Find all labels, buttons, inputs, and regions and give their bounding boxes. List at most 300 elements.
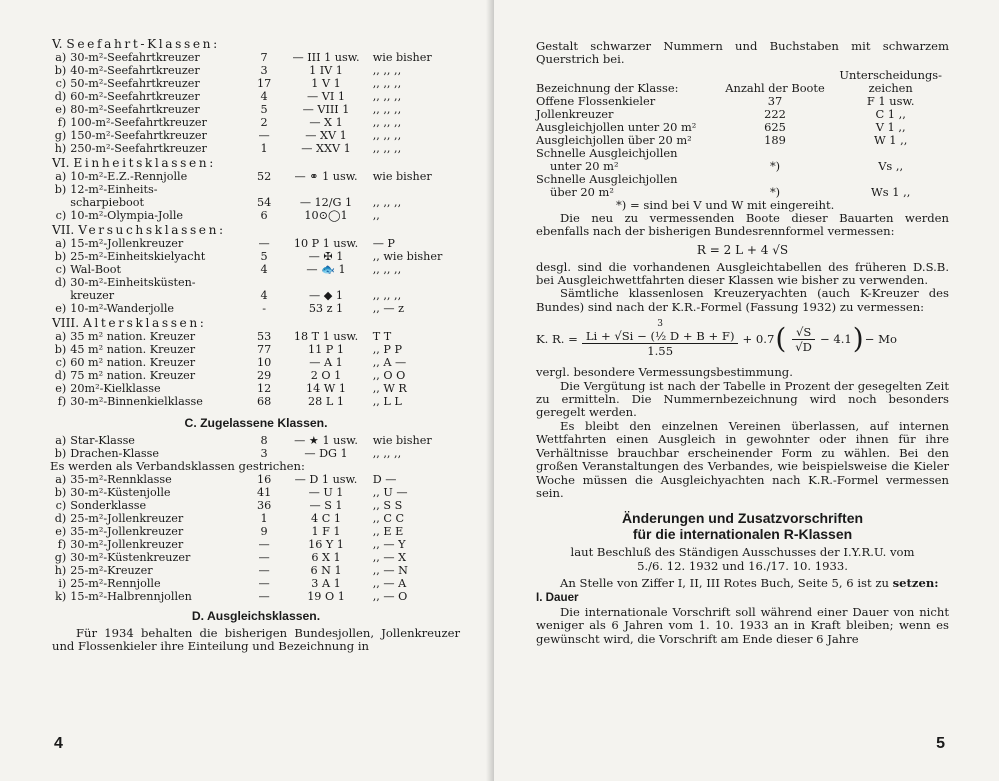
boat-count: 1 [260, 512, 268, 525]
class-row [52, 289, 460, 302]
class-row [52, 395, 460, 408]
boat-count: — [258, 237, 270, 250]
class-row [52, 356, 460, 369]
class-mark: — ⚭ 1 usw. [294, 170, 358, 183]
class-name: 30-m²-Jollenkreuzer [70, 538, 184, 551]
class-name: kreuzer [70, 289, 115, 302]
class-mark: — ◆ 1 [308, 289, 344, 302]
row-letter [52, 196, 70, 209]
section-heading: VII. Versuchsklassen: [52, 223, 226, 237]
class-row [52, 486, 460, 499]
kr-inner-minus: − 4.1 [819, 332, 852, 347]
class-extra: T T [372, 330, 392, 343]
class-mark: 2 O 1 [310, 369, 342, 382]
class-extra: ,, O O [372, 369, 406, 382]
boat-count: 6 [260, 209, 268, 222]
boat-count: 41 [256, 486, 272, 499]
boat-count: 17 [256, 77, 272, 90]
ausgleich-zeichen: Ws 1 ,, [871, 184, 911, 199]
boat-count: 1 [260, 142, 268, 155]
boat-count: 4 [260, 263, 268, 276]
boat-count: 68 [256, 395, 272, 408]
class-mark: — X 1 [309, 116, 343, 129]
ausgleich-row [536, 160, 944, 173]
class-name: 60-m²-Seefahrtkreuzer [70, 90, 200, 103]
para-setzen: setzen: [892, 576, 939, 591]
row-letter: a) [55, 51, 67, 64]
row-letter: c) [55, 356, 67, 369]
class-name: 15-m²-Jollenkreuzer [70, 237, 184, 250]
row-letter: a) [55, 473, 67, 486]
class-row [52, 538, 460, 551]
row-letter: h) [54, 564, 67, 577]
class-mark: — 🐟 1 [306, 263, 346, 276]
class-row [52, 196, 460, 209]
class-extra: ,, P P [372, 343, 402, 356]
ausgleich-table [536, 69, 944, 199]
boat-count: 5 [260, 103, 268, 116]
class-mark: 6 X 1 [311, 551, 341, 564]
ausgleich-klasse: Offene Flossenkieler [536, 93, 656, 108]
boat-count [249, 276, 279, 289]
ausgleich-zeichen: Vs ,, [878, 158, 904, 173]
class-name: 150-m²-Seefahrtkreuzer [70, 129, 207, 142]
para-verguetung: Die Vergütung ist nach der Tabelle in Prozent der gesegelten Zeit zu ermitteln. Die Nummernbezeichnung wird noch besonders geregelt werden. [536, 378, 949, 420]
class-row [52, 330, 460, 343]
intro-text: Gestalt schwarzer Nummern und Buchstaben mit schwarzem Querstrich bei. [536, 39, 949, 67]
boat-count: 12 [256, 382, 272, 395]
class-extra: ,, ,, ,, [372, 116, 402, 129]
class-name: 35-m²-Jollenkreuzer [70, 525, 184, 538]
boat-count: 4 [260, 289, 268, 302]
row-letter: d) [54, 512, 67, 525]
class-name: 25-m²-Einheitskielyacht [70, 250, 206, 263]
class-extra: ,, ,, ,, [372, 90, 402, 103]
ausgleich-zeichen: W 1 ,, [873, 132, 908, 147]
section-c-heading: C. Zugelassene Klassen. [184, 416, 328, 430]
heading-aenderungen: Änderungen und Zusatzvorschriften [621, 510, 864, 527]
row-letter: k) [55, 590, 67, 603]
class-extra: ,, wie bisher [372, 250, 443, 263]
class-row [52, 170, 460, 183]
class-row [52, 564, 460, 577]
kr-denominator: 1.55 [647, 344, 674, 359]
boat-count: 53 [256, 330, 272, 343]
ausgleich-klasse: unter 20 m² [550, 158, 619, 173]
row-letter: b) [54, 64, 67, 77]
row-letter: c) [55, 263, 67, 276]
section-d-heading: D. Ausgleichsklassen. [191, 609, 321, 623]
class-row [52, 590, 460, 603]
class-mark: — VI 1 [307, 90, 345, 103]
class-extra: wie bisher [372, 434, 432, 447]
row-letter: b) [54, 447, 67, 460]
class-row [52, 263, 460, 276]
row-letter: c) [55, 77, 67, 90]
row-letter: a) [55, 237, 67, 250]
ausgleich-table-head [536, 69, 944, 95]
class-mark: 3 A 1 [311, 577, 341, 590]
class-extra [373, 276, 460, 289]
row-letter: b) [54, 183, 67, 196]
boat-count: 29 [256, 369, 272, 382]
class-mark: 6 N 1 [310, 564, 342, 577]
row-letter: f) [57, 116, 67, 129]
class-mark: — S 1 [309, 499, 343, 512]
class-name: Drachen-Klasse [70, 447, 160, 460]
class-name: Star-Klasse [70, 434, 135, 447]
para-an-stelle [536, 577, 949, 590]
class-name: 12-m²-Einheits- [70, 183, 158, 196]
boat-count: 3 [260, 64, 268, 77]
class-extra: ,, ,, ,, [372, 103, 402, 116]
row-letter: e) [55, 382, 67, 395]
ausgleich-klasse: Ausgleichjollen über 20 m² [536, 132, 692, 147]
class-mark [279, 183, 372, 196]
section-heading: VI. Einheitsklassen: [52, 156, 216, 170]
para-an-stelle-text: An Stelle von Ziffer I, II, III Rotes Buch, Seite 5, 6 ist zu [560, 576, 889, 591]
kr-inner-top: √S [792, 325, 815, 340]
class-extra: ,, E E [372, 525, 404, 538]
class-name: Sonderklasse [70, 499, 147, 512]
row-letter: a) [55, 330, 67, 343]
struck-intro: Es werden als Verbandsklassen gestrichen: [50, 459, 305, 473]
boat-count: 16 [256, 473, 272, 486]
para-kreuzeryachten: Sämtliche klassenlosen Kreuzeryachten (auch K-Kreuzer des Bundes) sind nach der K.R.-Formel (Fassung 1932) zu vermessen: [536, 286, 949, 314]
class-row [52, 209, 460, 222]
class-name: Wal-Boot [70, 263, 122, 276]
class-row [52, 116, 460, 129]
class-extra: — P [372, 237, 395, 250]
ausgleich-zeichen: F 1 usw. [866, 93, 915, 108]
ausgleich-row [536, 147, 944, 160]
class-row [52, 90, 460, 103]
class-extra: ,, — A [372, 577, 407, 590]
kr-plus: + 0.7 [742, 332, 775, 347]
class-mark: 16 Y 1 [308, 538, 344, 551]
class-sections [52, 38, 460, 408]
heading-r-klassen: für die internationalen R-Klassen [632, 526, 853, 543]
ausgleich-zeichen: V 1 ,, [875, 119, 906, 134]
class-extra: ,, S S [372, 499, 403, 512]
boat-count: — [258, 538, 270, 551]
para-dauer: Die internationale Vorschrift soll während einer Dauer von nicht weniger als 6 Jahren vom 1. 10. 1933 an in Kraft bleiben; wenn es gewünscht wird, die Vorschrift am Ende dieser 6 Jahre [536, 604, 949, 646]
right-page [494, 0, 999, 781]
boat-count: 77 [256, 343, 272, 356]
class-row [52, 369, 460, 382]
class-mark: 1 IV 1 [309, 64, 343, 77]
class-name: 20m²-Kielklasse [70, 382, 161, 395]
row-letter: b) [54, 343, 67, 356]
section-heading: V. Seefahrt-Klassen: [52, 37, 220, 51]
boat-count: 10 [256, 356, 272, 369]
row-letter: e) [55, 302, 67, 315]
kr-tail: − Mo [864, 332, 897, 347]
class-name: 35 m² nation. Kreuzer [70, 330, 196, 343]
class-mark: — XXV 1 [301, 142, 351, 155]
row-letter: d) [54, 90, 67, 103]
class-extra: wie bisher [372, 170, 432, 183]
class-extra: ,, ,, ,, [372, 289, 402, 302]
class-name: 250-m²-Seefahrtkreuzer [70, 142, 207, 155]
class-name: 25-m²-Jollenkreuzer [70, 512, 184, 525]
class-name: 30-m²-Seefahrtkreuzer [70, 51, 200, 64]
class-mark: — III 1 usw. [292, 51, 360, 64]
heading-dauer: I. Dauer [536, 590, 579, 604]
class-mark: — ✠ 1 [308, 250, 344, 263]
boat-count: 3 [260, 447, 268, 460]
class-row [52, 276, 460, 289]
class-name: 35-m²-Rennklasse [70, 473, 172, 486]
row-letter: d) [54, 369, 67, 382]
class-extra: ,, ,, ,, [372, 129, 402, 142]
class-name: 75 m² nation. Kreuzer [70, 369, 196, 382]
class-row [52, 77, 460, 90]
ausgleich-row [536, 121, 944, 134]
class-name: scharpieboot [70, 196, 144, 209]
class-name: 10-m²-Wanderjolle [70, 302, 175, 315]
class-mark: 1 V 1 [311, 77, 341, 90]
row-letter: g) [54, 551, 67, 564]
class-name: 40-m²-Seefahrtkreuzer [70, 64, 200, 77]
ausgleich-row [536, 134, 944, 147]
para-vereine: Es bleibt den einzelnen Vereinen überlassen, auf internen Wettfahrten einen Ausgleich in gewohnter oder ihnen für ihre Verhältnisse brauchbar erscheinender Form zu wählen. Bei den großen Veranstaltungen des Verbandes, wie beispielsweise die Kieler Woche müssen die Ausgleichyachten nach K.R.-Formel vermessen sein. [536, 418, 949, 500]
class-row [52, 237, 460, 250]
class-row [52, 103, 460, 116]
class-extra: ,, — O [372, 590, 408, 603]
page-number-right: 5 [936, 735, 945, 752]
class-extra: ,, ,, ,, [372, 196, 402, 209]
class-extra: D — [372, 473, 397, 486]
class-name: 30-m²-Küstenjolle [70, 486, 171, 499]
row-letter: f) [57, 538, 67, 551]
ausgleich-anzahl: 37 [767, 93, 783, 108]
class-row [52, 434, 460, 447]
class-row [52, 302, 460, 315]
boat-count: - [262, 302, 266, 315]
ausgleich-klasse: Ausgleichjollen unter 20 m² [536, 119, 697, 134]
ausgleich-anzahl: 189 [764, 132, 786, 147]
head-zeichen: Unterscheidungs-zeichen [839, 67, 942, 95]
para-beschluss: laut Beschluß des Ständigen Ausschusses der I.Y.R.U. vom 5./6. 12. 1932 und 16./17. 10. 1933. [570, 545, 915, 573]
ausgleich-row [536, 95, 944, 108]
class-name: 25-m²-Rennjolle [70, 577, 161, 590]
class-name: 10-m²-E.Z.-Rennjolle [70, 170, 188, 183]
section-table [52, 237, 460, 315]
ausgleich-row [536, 173, 944, 186]
class-mark: 19 O 1 [307, 590, 345, 603]
class-extra: ,, — N [372, 564, 408, 577]
class-row [52, 343, 460, 356]
class-mark: — ★ 1 usw. [294, 434, 358, 447]
class-extra: ,, C C [372, 512, 405, 525]
class-extra: ,, — z [372, 302, 404, 315]
boat-count: — [258, 564, 270, 577]
para-vergl: vergl. besondere Vermessungsbestimmung. [536, 365, 793, 380]
ausgleich-klasse: Schnelle Ausgleichjollen [536, 171, 678, 186]
class-name: 30-m²-Einheitsküsten- [70, 276, 196, 289]
class-row [52, 551, 460, 564]
row-letter: g) [54, 129, 67, 142]
section-table [52, 330, 460, 408]
kr-formula [536, 320, 949, 358]
boat-count: 52 [256, 170, 272, 183]
class-name: 25-m²-Kreuzer [70, 564, 153, 577]
row-letter: e) [55, 525, 67, 538]
class-mark: 1 F 1 [311, 525, 341, 538]
ausgleich-anzahl: *) [769, 184, 781, 199]
class-name: 80-m²-Seefahrtkreuzer [70, 103, 200, 116]
ausgleich-zeichen [837, 173, 944, 186]
row-letter: c) [55, 499, 67, 512]
ausgleich-anzahl [713, 173, 838, 186]
class-name: 100-m²-Seefahrtkreuzer [70, 116, 207, 129]
boat-count: — [258, 129, 270, 142]
class-row [52, 142, 460, 155]
class-extra: ,, L L [372, 395, 402, 408]
ausgleich-row [536, 108, 944, 121]
class-mark: 4 C 1 [311, 512, 341, 525]
class-row [52, 512, 460, 525]
class-name: 15-m²-Halbrennjollen [70, 590, 192, 603]
class-mark: 11 P 1 [308, 343, 344, 356]
kr-fraction [582, 320, 739, 358]
kr-numerator: Li + √Si − (½ D + B + F) [582, 329, 739, 344]
boat-count: 8 [260, 434, 268, 447]
class-extra: ,, — Y [372, 538, 406, 551]
class-row [52, 51, 460, 64]
class-mark: 10⊙◯1 [304, 209, 348, 222]
class-name: 60 m² nation. Kreuzer [70, 356, 196, 369]
boat-count: 5 [260, 250, 268, 263]
ausgleich-anzahl: *) [769, 158, 781, 173]
section-table [52, 170, 460, 222]
row-letter: b) [54, 486, 67, 499]
section-table [52, 51, 460, 155]
boat-count: 7 [260, 51, 268, 64]
class-extra: ,, W R [372, 382, 407, 395]
class-row [52, 183, 460, 196]
struck-classes-table [52, 473, 460, 603]
class-row [52, 64, 460, 77]
ausgleich-klasse: Jollenkreuzer [536, 106, 614, 121]
row-letter: a) [55, 170, 67, 183]
page-number-left: 4 [54, 735, 63, 752]
class-mark: 18 T 1 usw. [293, 330, 359, 343]
para-neu-vermessen: Die neu zu vermessenden Boote dieser Bauarten werden ebenfalls nach der bisherigen Bundesrennformel vermessen: [536, 210, 949, 239]
class-extra: ,, ,, ,, [372, 142, 402, 155]
class-row [52, 473, 460, 486]
row-letter: f) [57, 395, 67, 408]
ausgleich-anzahl [713, 147, 838, 160]
ausgleich-anzahl: 222 [764, 106, 786, 121]
boat-count [249, 183, 279, 196]
class-extra: ,, [372, 209, 380, 222]
class-mark: 53 z 1 [308, 302, 344, 315]
class-mark: 14 W 1 [306, 382, 346, 395]
ausgleich-zeichen: C 1 ,, [875, 106, 906, 121]
kr-inner-fraction [791, 325, 816, 354]
class-extra: ,, ,, ,, [372, 77, 402, 90]
boat-count: 4 [260, 90, 268, 103]
class-extra: ,, ,, ,, [372, 263, 402, 276]
row-letter: i) [58, 577, 67, 590]
class-name: 30-m²-Binnenkielklasse [70, 395, 203, 408]
class-mark: — D 1 usw. [294, 473, 358, 486]
class-row [52, 250, 460, 263]
class-name: 10-m²-Olympia-Jolle [70, 209, 184, 222]
head-klasse: Bezeichnung der Klasse: [536, 80, 679, 95]
row-letter [52, 289, 70, 302]
section-c-table [52, 434, 460, 460]
class-row [52, 577, 460, 590]
ausgleich-klasse: Schnelle Ausgleichjollen [536, 145, 678, 160]
class-mark: — 12/G 1 [299, 196, 353, 209]
class-extra [373, 183, 460, 196]
class-row [52, 525, 460, 538]
row-letter: c) [55, 209, 67, 222]
class-mark [279, 276, 372, 289]
kr-paren-open: ( [775, 322, 787, 356]
left-page [0, 0, 494, 781]
class-mark: — VIII 1 [302, 103, 350, 116]
ausgleich-zeichen [837, 147, 944, 160]
section-d-text: Für 1934 behalten die bisherigen Bundesjollen, Jollenkreuzer und Flossenkieler ihre Einteilung und Bezeichnung in [52, 626, 460, 654]
formula-r: R = 2 L + 4 √S [696, 242, 789, 257]
ausgleich-row [536, 186, 944, 199]
kr-inner-bottom: √D [795, 339, 812, 354]
row-letter: b) [54, 250, 67, 263]
class-row [52, 382, 460, 395]
para-desgl: desgl. sind die vorhandenen Ausgleichtabellen des früheren D.S.B. bei Ausgleichwettfahrten dieser Klassen wie bisher zu verwenden. [536, 259, 949, 288]
class-extra: ,, U — [372, 486, 408, 499]
class-name: 30-m²-Küstenkreuzer [70, 551, 191, 564]
class-mark: — XV 1 [305, 129, 347, 142]
class-row [52, 499, 460, 512]
kr-root-index: 3 [657, 319, 664, 330]
class-row [52, 129, 460, 142]
class-mark: 10 P 1 usw. [293, 237, 359, 250]
boat-count: — [258, 577, 270, 590]
class-extra: ,, — X [372, 551, 407, 564]
row-letter: d) [54, 276, 67, 289]
class-mark: — A 1 [309, 356, 343, 369]
class-mark: — DG 1 [304, 447, 348, 460]
boat-count: — [258, 590, 270, 603]
class-mark: — U 1 [308, 486, 344, 499]
ausgleich-table-body [536, 95, 944, 199]
class-name: 50-m²-Seefahrtkreuzer [70, 77, 200, 90]
ausgleich-anzahl: 625 [764, 119, 786, 134]
section-heading: VIII. Altersklassen: [52, 316, 207, 330]
class-extra: ,, ,, ,, [372, 64, 402, 77]
boat-count: 36 [256, 499, 272, 512]
row-letter: a) [55, 434, 67, 447]
boat-count: — [258, 551, 270, 564]
row-letter: h) [54, 142, 67, 155]
class-name: 45 m² nation. Kreuzer [70, 343, 196, 356]
boat-count: 9 [260, 525, 268, 538]
boat-count: 2 [260, 116, 268, 129]
class-extra: ,, A — [372, 356, 407, 369]
boat-count: 54 [256, 196, 272, 209]
head-anzahl: Anzahl der Boote [725, 80, 825, 95]
footnote: *) = sind bei V und W mit eingereiht. [616, 197, 835, 212]
class-mark: 28 L 1 [308, 395, 344, 408]
kr-lhs: K. R. = [536, 332, 578, 347]
row-letter: e) [55, 103, 67, 116]
ausgleich-klasse: über 20 m² [550, 184, 614, 199]
